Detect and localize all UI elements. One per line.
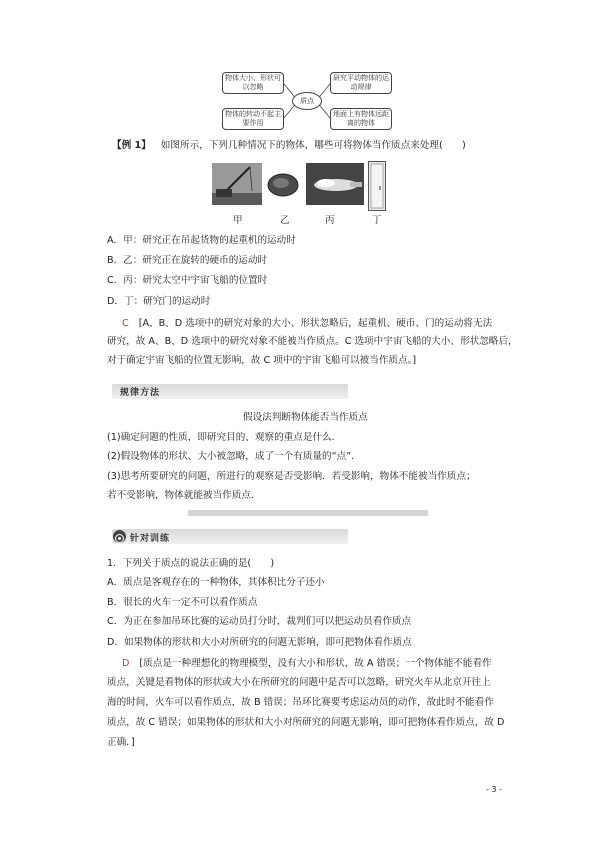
practice-explanation-line-2: 质点，关键是看物体的形状或大小在所研究的问题中是否可以忽略，研究火车从北京开往上 — [107, 677, 491, 688]
method-title: 假设法判断物体能否当作质点 — [243, 412, 368, 423]
image-label-jia: 甲 — [233, 215, 243, 226]
example-tag: 【例 1】 — [112, 140, 151, 151]
example-explanation-line-2: 研究，故 A、B、D 选项中的研究对象不能被当作质点。C 选项中宇宙飞船的大小、形状忽略后， — [107, 336, 518, 347]
example-explanation-line-3: 对于确定宇宙飞船的位置无影响，故 C 项中的宇宙飞船可以被当作质点。] — [107, 355, 417, 366]
example-option-d: D．丁：研究门的运动时 — [107, 296, 211, 307]
practice-explanation-line-1: D [质点是一种理想化的物理模型，没有大小和形状，故 A 错误；一个物体能不能看作 — [122, 658, 492, 669]
crane-image — [212, 163, 262, 205]
example-option-c: C．丙：研究太空中宇宙飞船的位置时 — [107, 275, 268, 286]
coin-image — [266, 163, 300, 205]
method-header: 规律方法 — [120, 388, 161, 398]
mind-map-node-bottom-left: 物体的转动不起主要作用 — [222, 108, 284, 130]
practice-explanation-line-4: 质点，故 C 错误；如果物体的形状和大小对所研究的问题无影响，即可把物体看作质点，故 D — [107, 717, 505, 728]
method-item-4: 若不受影响，物体就能被当作质点． — [107, 490, 261, 501]
practice-explanation-line-3: 海的时间，火车可以看作质点，故 B 错误；吊环比赛要考虑运动员的动作，故此时不能看作 — [107, 697, 494, 708]
example-option-b: B．乙：研究正在旋转的硬币的运动时 — [107, 255, 268, 266]
target-icon — [113, 530, 126, 543]
method-item-2: (2)假设物体的形状、大小被忽略，成了一个有质量的“点”． — [107, 451, 361, 462]
practice-option-d: D．如果物体的形状和大小对所研究的问题无影响，即可把物体看作质点 — [107, 637, 412, 648]
image-label-bing: 丙 — [325, 215, 335, 226]
mind-map-node-bottom-right: 地面上有物体远距离的物体 — [330, 108, 392, 130]
door-image — [368, 161, 386, 211]
example-question: 如图所示，下列几种情况下的物体，哪些可将物体当作质点来处理( ) — [160, 140, 466, 151]
mind-map-node-top-left: 物体大小、形状可以忽略 — [222, 72, 284, 94]
practice-option-c: C．为正在参加吊环比赛的运动员打分时，裁判们可以把运动员看作质点 — [107, 616, 412, 627]
mind-map-center-node: 质点 — [292, 92, 322, 110]
example-option-a: A．甲：研究正在吊起货物的起重机的运动时 — [107, 235, 296, 246]
practice-explanation-line-5: 正确．] — [107, 737, 135, 748]
method-item-1: (1)确定问题的性质，即研究目的、观察的重点是什么． — [107, 432, 342, 443]
practice-question: 1．下列关于质点的说法正确的是( ) — [107, 558, 275, 569]
section-divider — [188, 510, 428, 516]
image-label-ding: 丁 — [372, 215, 382, 226]
spacecraft-image — [306, 163, 364, 205]
method-item-3: (3)思考所要研究的问题，所进行的观察是否受影响．若受影响，物体不能被当作质点； — [107, 471, 476, 482]
practice-option-b: B．很长的火车一定不可以看作质点 — [107, 597, 258, 608]
mind-map-node-top-right: 研究平动物体的运动规律 — [330, 72, 392, 94]
practice-header: 针对训练 — [130, 534, 171, 544]
practice-answer-letter: D — [122, 658, 130, 669]
page-number: - 3 - — [486, 785, 502, 794]
example-question-line — [112, 139, 466, 152]
mind-map-diagram — [222, 68, 392, 134]
image-label-yi: 乙 — [280, 215, 290, 226]
practice-option-a: A．质点是客观存在的一种物体，其体积比分子还小 — [107, 577, 325, 588]
example-explanation-line-1: C [A、B、D 选项中的研究对象的大小、形状忽略后，起重机、硬币、门的运动将无法 — [122, 318, 493, 329]
example-answer-letter: C — [122, 318, 129, 329]
